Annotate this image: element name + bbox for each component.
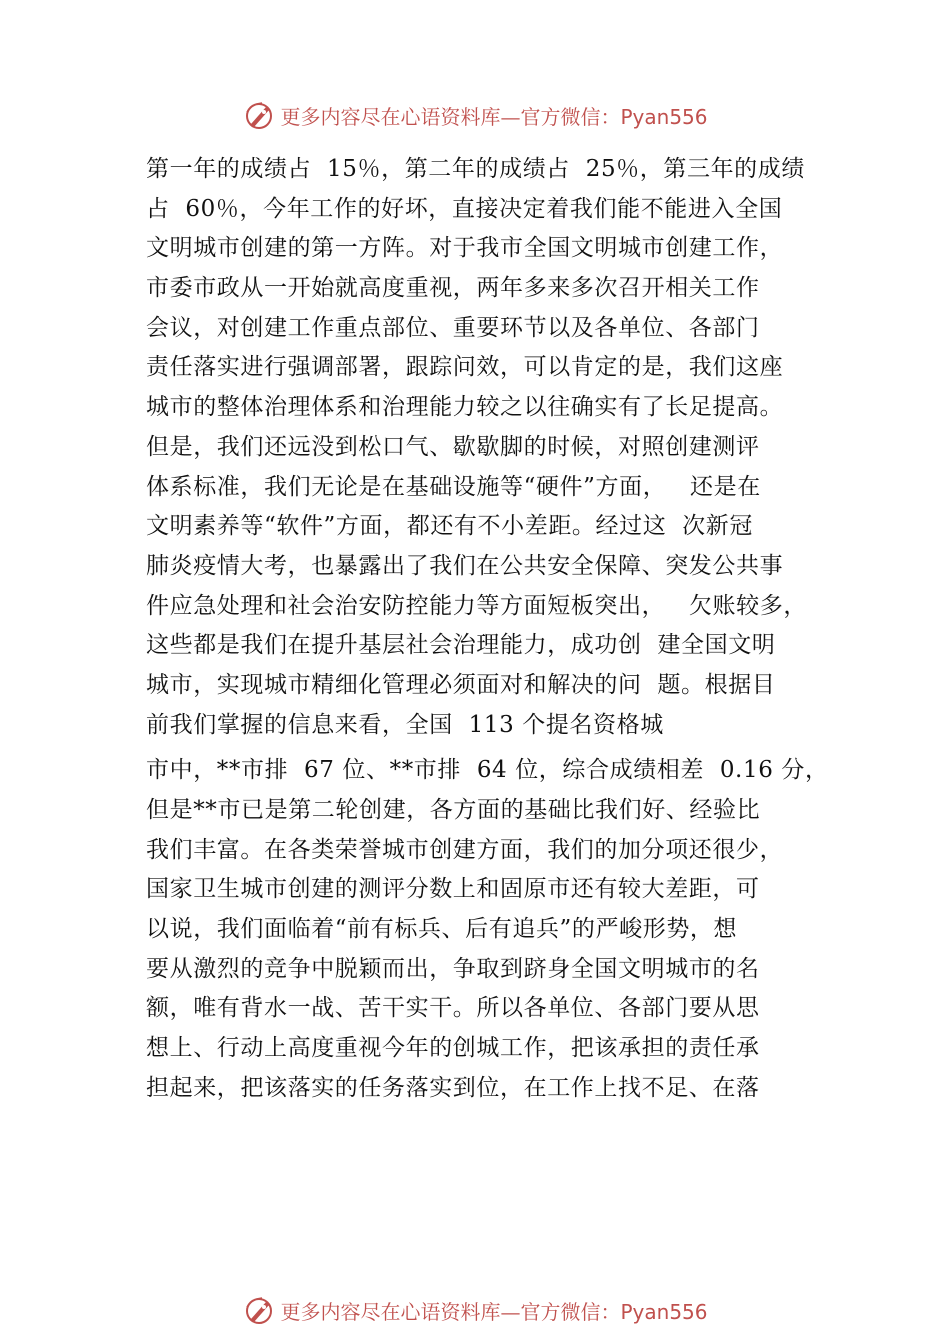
- body-text-line: 占 60％，今年工作的好坏，直接决定着我们能不能进入全国: [146, 195, 783, 222]
- body-text-line: 以说，我们面临着“前有标兵、后有追兵”的严峻形势，想: [146, 916, 738, 943]
- header-wechat-id: Pyan556: [620, 104, 708, 129]
- header-banner-label: 更多内容尽在心语资料库—官方微信：: [280, 104, 621, 129]
- body-text-line: 责任落实进行强调部署，跟踪问效，可以肯定的是，我们这座: [146, 354, 784, 381]
- body-text-line: 但是，我们还远没到松口气、歇歇脚的时候，对照创建测评: [146, 433, 760, 460]
- footer-banner-text: [280, 1296, 707, 1325]
- body-text-line: 体系标准，我们无论是在基础设施等“硬件”方面， 还是在: [146, 473, 761, 500]
- header-banner-text: [280, 101, 707, 130]
- body-text-line: 市中，**市排 67 位、**市排 64 位，综合成绩相差 0.16 分，: [146, 757, 829, 784]
- footer-banner-label: 更多内容尽在心语资料库—官方微信：: [280, 1299, 621, 1324]
- footer-banner: [0, 1290, 950, 1330]
- body-text-line: 国家卫生城市创建的测评分数上和固原市还有较大差距，可: [146, 876, 760, 903]
- body-text-line: 肺炎疫情大考，也暴露出了我们在公共安全保障、突发公共事: [146, 552, 784, 579]
- body-text-line: 市委市政从一开始就高度重视，两年多来多次召开相关工作: [146, 275, 760, 302]
- pen-nib-icon: [242, 1293, 276, 1327]
- document-body: [146, 150, 846, 1109]
- body-text-line: 文明素养等“软件”方面，都还有不小差距。经过这 次新冠: [146, 513, 753, 540]
- body-text-line: 前我们掌握的信息来看，全国 113 个提名资格城: [146, 711, 664, 738]
- pen-nib-icon: [242, 98, 276, 132]
- body-text-line: 城市的整体治理体系和治理能力较之以往确实有了长足提高。: [146, 394, 784, 421]
- body-text-line: 文明城市创建的第一方阵。对于我市全国文明城市创建工作，: [146, 235, 784, 262]
- body-text-line: 城市，实现城市精细化管理必须面对和解决的问 题。根据目: [146, 671, 776, 698]
- body-text-line: 这些都是我们在提升基层社会治理能力，成功创 建全国文明: [146, 632, 776, 659]
- footer-wechat-id: Pyan556: [620, 1299, 708, 1324]
- body-text-line: 但是**市已是第二轮创建，各方面的基础比我们好、经验比: [146, 797, 761, 823]
- body-text-line: 额，唯有背水一战、苦干实干。所以各单位、各部门要从思: [146, 995, 760, 1022]
- header-banner: [0, 95, 950, 135]
- body-text-line: 第一年的成绩占 15％，第二年的成绩占 25％，第三年的成绩: [146, 156, 805, 182]
- body-text-line: 我们丰富。在各类荣誉城市创建方面，我们的加分项还很少，: [146, 836, 784, 863]
- body-text-line: 担起来，把该落实的任务落实到位，在工作上找不足、在落: [146, 1074, 760, 1101]
- footer-banner-inner: [242, 1293, 707, 1327]
- body-text-line: 件应急处理和社会治安防控能力等方面短板突出， 欠账较多，: [146, 592, 807, 619]
- body-text-line: 要从激烈的竞争中脱颖而出，争取到跻身全国文明城市的名: [146, 955, 760, 982]
- header-banner-inner: [242, 98, 707, 132]
- body-text-line: 会议，对创建工作重点部位、重要环节以及各单位、各部门: [146, 314, 760, 341]
- body-text-line: 想上、行动上高度重视今年的创城工作，把该承担的责任承: [146, 1035, 760, 1062]
